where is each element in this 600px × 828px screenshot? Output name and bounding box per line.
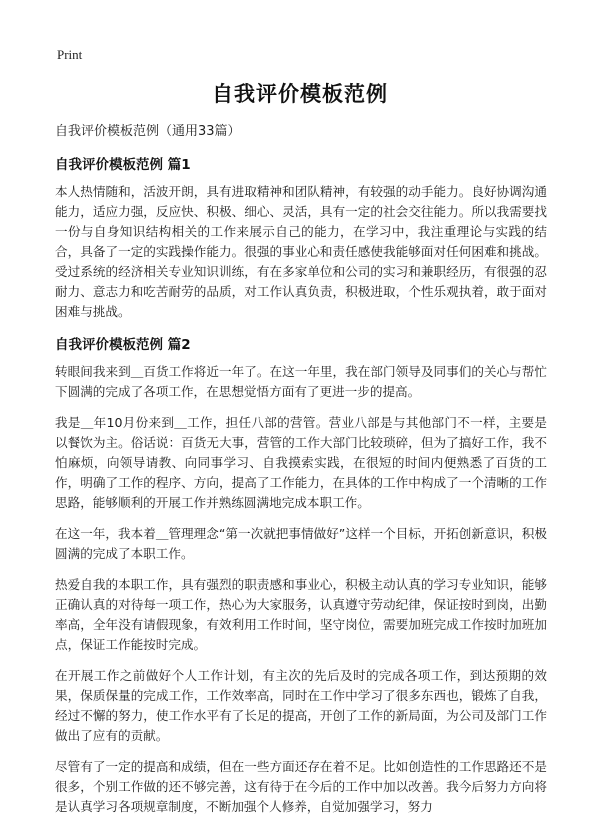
paragraph: 转眼间我来到＿百货工作将近一年了。在这一年里，我在部门领导及同事们的关心与帮忙下圆满的完成了各项工作，在思想觉悟方面有了更进一步的提高。 [55, 364, 547, 399]
paragraph: 热爱自我的本职工作，具有强烈的职责感和事业心，积极主动认真的学习专业知识，能够正确认真的对待每一项工作，热心为大家服务，认真遵守劳动纪律，保证按时到岗，出勤率高，全年没有请假现象，有效利用工作时间，坚守岗位，需要加班完成工作按时加班加点，保证工作能按时完成。 [55, 577, 547, 652]
print-link[interactable]: Print [57, 47, 83, 62]
page-title: 自我评价模板范例 [212, 82, 388, 106]
section-2 [55, 333, 547, 817]
paragraph: 在这一年，我本着＿管理理念“第一次就把事情做好”这样一个目标，开拓创新意识，积极圆满的完成了本职工作。 [55, 526, 547, 561]
section-1 [55, 153, 547, 322]
paragraph: 本人热情随和，活波开朗，具有进取精神和团队精神，有较强的动手能力。良好协调沟通能力，适应力强，反应快、积极、细心、灵活，具有一定的社会交往能力。所以我需要找一份与自身知识结构相关的工作来展示自己的能力，在学习中，我注重理论与实践的结合，具备了一定的实践操作能力。很强的事业心和责任感使我能够面对任何困难和挑战。受过系统的经济相关专业知识训练，有在多家单位和公司的实习和兼职经历，有很强的忍耐力、意志力和吃苦耐劳的品质，对工作认真负责，积极进取，个性乐观执着，敢于面对困难与挑战。 [55, 184, 547, 319]
paragraph: 在开展工作之前做好个人工作计划，有主次的先后及时的完成各项工作，到达预期的效果，保质保量的完成工作，工作效率高，同时在工作中学习了很多东西也，锻炼了自我，经过不懈的努力，使工作水平有了长足的提高，开创了工作的新局面，为公司及部门工作做出了应有的贡献。 [55, 668, 547, 743]
paragraph: 我是＿年10月份来到＿工作，担任八部的营管。营业八部是与其他部门不一样，主要是以餐饮为主。俗话说：百货无大事，营管的工作大部门比较琐碎，但为了搞好工作，我不怕麻烦，向领导请教、向同事学习、自我摸索实践，在很短的时间内便熟悉了百货的工作，明确了工作的程序、方向，提高了工作能力，在具体的工作中构成了一个清晰的工作思路，能够顺利的开展工作并熟练圆满地完成本职工作。 [55, 415, 547, 510]
document-subtitle: 自我评价模板范例（通用33篇） [55, 124, 241, 139]
section-heading: 自我评价模板范例 篇2 [55, 337, 191, 353]
document-body [55, 120, 547, 828]
section-heading: 自我评价模板范例 篇1 [55, 157, 191, 173]
paragraph: 尽管有了一定的提高和成绩，但在一些方面还存在着不足。比如创造性的工作思路还不是很多，个别工作做的还不够完善，这有待于在今后的工作中加以改善。我今后努力方向将是认真学习各项规章制度，不断加强个人修养，自觉加强学习，努力 [55, 759, 547, 814]
